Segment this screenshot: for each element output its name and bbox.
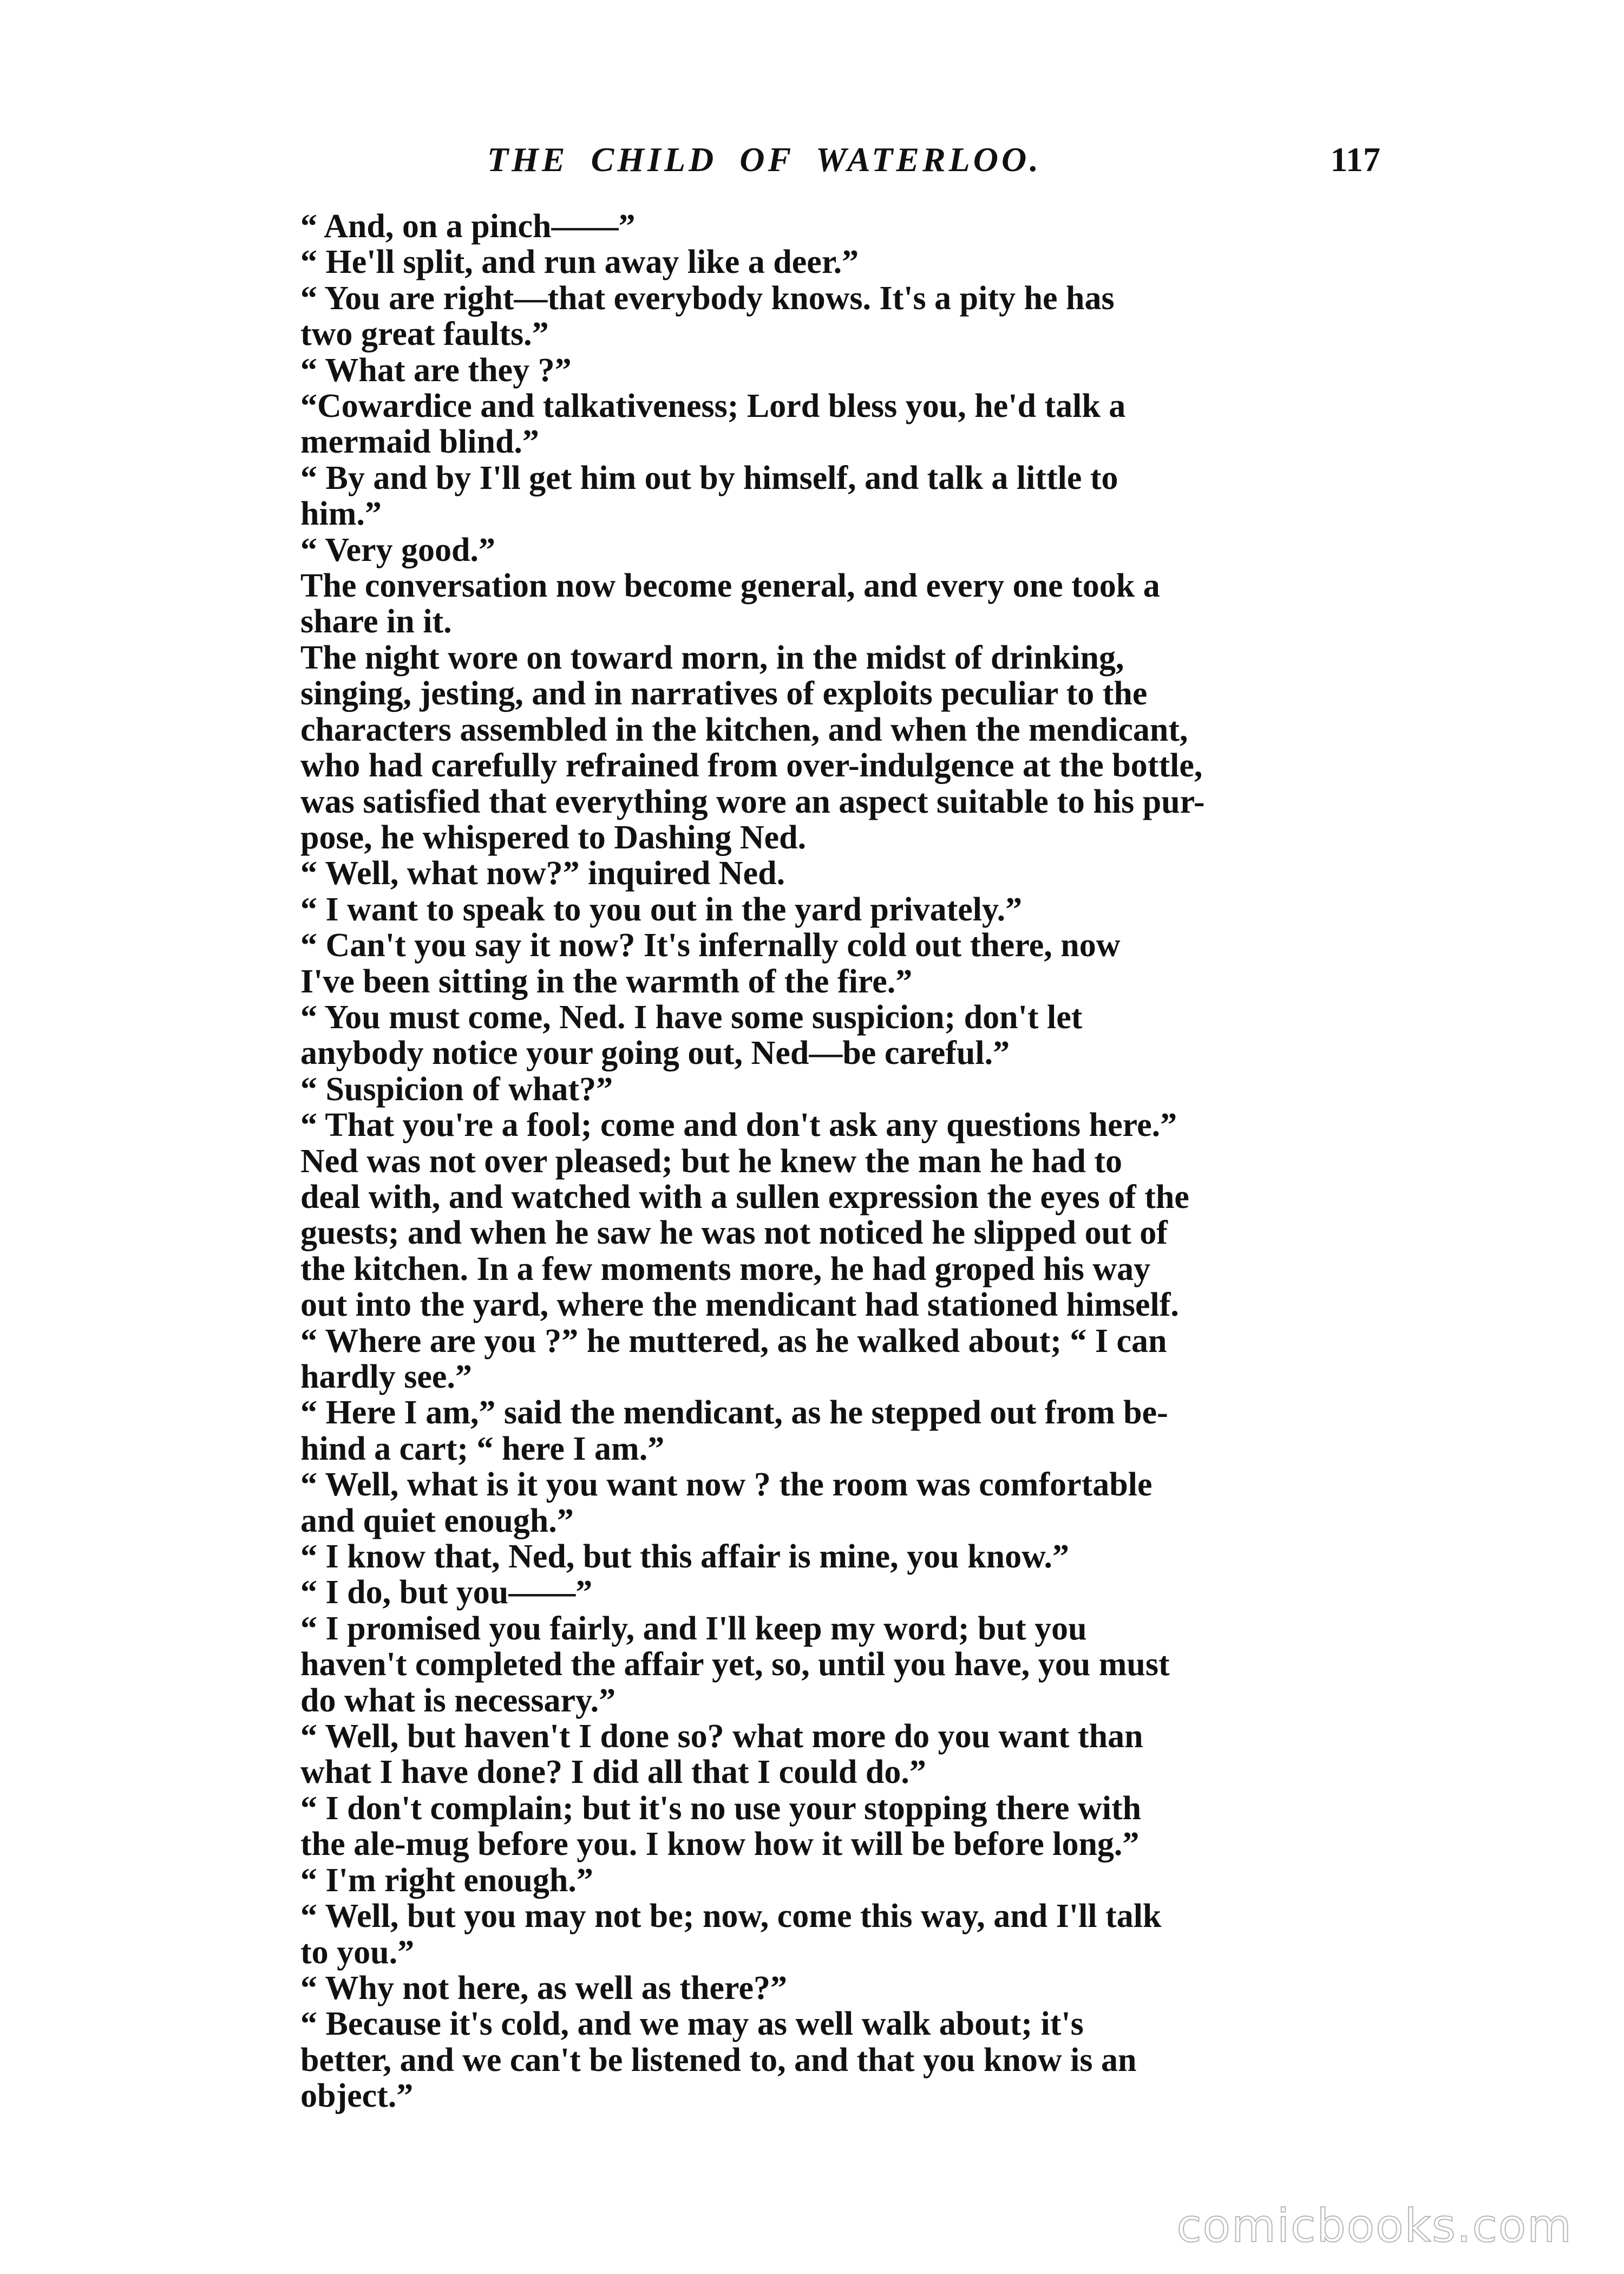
text-line: “Cowardice and talkativeness; Lord bless you, he'd talk a [300,388,1126,425]
text-line: “ Why not here, as well as there?” [300,1969,787,2007]
text-line: “ And, on a pinch——” [300,208,636,245]
text-line: “ You are right—that everybody knows. It's a pity he has [300,279,1115,317]
text-line: singing, jesting, and in narratives of exploits peculiar to the [300,675,1148,713]
text-line: “ I promised you fairly, and I'll keep my word; but you [300,1610,1087,1647]
text-line: “ Well, but haven't I done so? what more do you want than [300,1718,1143,1755]
text-line: out into the yard, where the mendicant had stationed himself. [300,1286,1179,1324]
text-line: “ By and by I'll get him out by himself, and talk a little to [300,459,1118,496]
text-line: what I have done? I did all that I could do.” [300,1754,926,1791]
text-line: the ale-mug before you. I know how it will be before long.” [300,1826,1140,1863]
text-line: “ Very good.” [300,531,495,568]
text-line: deal with, and watched with a sullen expression the eyes of the [300,1178,1189,1216]
text-line: “ What are they ?” [300,351,572,389]
text-line: guests; and when he saw he was not noticed he slipped out of [300,1214,1168,1252]
text-line: “ Here I am,” said the mendicant, as he stepped out from be- [300,1394,1168,1432]
text-line: better, and we can't be listened to, and that you know is an [300,2041,1137,2079]
text-line: “ Where are you ?” he muttered, as he walked about; “ I can [300,1322,1167,1360]
watermark-logo: comicbooks.com [1176,2199,1573,2252]
text-line: the kitchen. In a few moments more, he had groped his way [300,1250,1151,1288]
text-line: “ I know that, Ned, but this affair is mine, you know.” [300,1538,1069,1576]
text-line: mermaid blind.” [300,423,539,461]
text-line: “ You must come, Ned. I have some suspicion; don't let [300,998,1083,1036]
text-line: hardly see.” [300,1358,472,1395]
text-line: hind a cart; “ here I am.” [300,1430,665,1467]
text-line: “ I do, but you——” [300,1574,593,1611]
text-line: “ Suspicion of what?” [300,1070,613,1108]
running-title: THE CHILD OF WATERLOO. [487,140,1042,179]
text-line: “ I'm right enough.” [300,1861,593,1899]
text-line: “ Can't you say it now? It's infernally cold out there, now [300,927,1121,964]
text-line: haven't completed the affair yet, so, until you have, you must [300,1646,1170,1683]
text-line: “ That you're a fool; come and don't ask any questions here.” [300,1107,1177,1144]
text-line: was satisfied that everything wore an aspect suitable to his pur- [300,783,1205,820]
text-line: pose, he whispered to Dashing Ned. [300,819,807,856]
text-line: object.” [300,2077,414,2115]
text-line: him.” [300,495,382,533]
body-text [300,208,1397,2114]
text-line: “ I want to speak to you out in the yard privately.” [300,891,1023,928]
text-line: do what is necessary.” [300,1682,616,1719]
text-line: share in it. [300,603,452,641]
text-line: to you.” [300,1933,415,1971]
text-line: The conversation now become general, and every one took a [300,567,1160,605]
text-line: anybody notice your going out, Ned—be careful.” [300,1035,1010,1072]
text-line: two great faults.” [300,316,549,353]
page-header [487,140,1380,188]
text-line: I've been sitting in the warmth of the fire.” [300,963,913,1000]
text-line: who had carefully refrained from over-indulgence at the bottle, [300,747,1203,785]
text-line: “ Well, what now?” inquired Ned. [300,855,785,892]
page-number: 117 [1330,140,1380,179]
text-line: “ Well, what is it you want now ? the room was comfortable [300,1466,1152,1504]
text-line: and quiet enough.” [300,1502,574,1539]
text-line: characters assembled in the kitchen, and when the mendicant, [300,711,1188,748]
text-line: “ I don't complain; but it's no use your stopping there with [300,1789,1142,1827]
text-line: “ Because it's cold, and we may as well walk about; it's [300,2005,1084,2043]
text-line: The night wore on toward morn, in the midst of drinking, [300,639,1124,676]
text-line: “ He'll split, and run away like a deer.” [300,244,859,281]
text-line: Ned was not over pleased; but he knew the man he had to [300,1142,1122,1180]
text-line: “ Well, but you may not be; now, come this way, and I'll talk [300,1898,1162,1935]
